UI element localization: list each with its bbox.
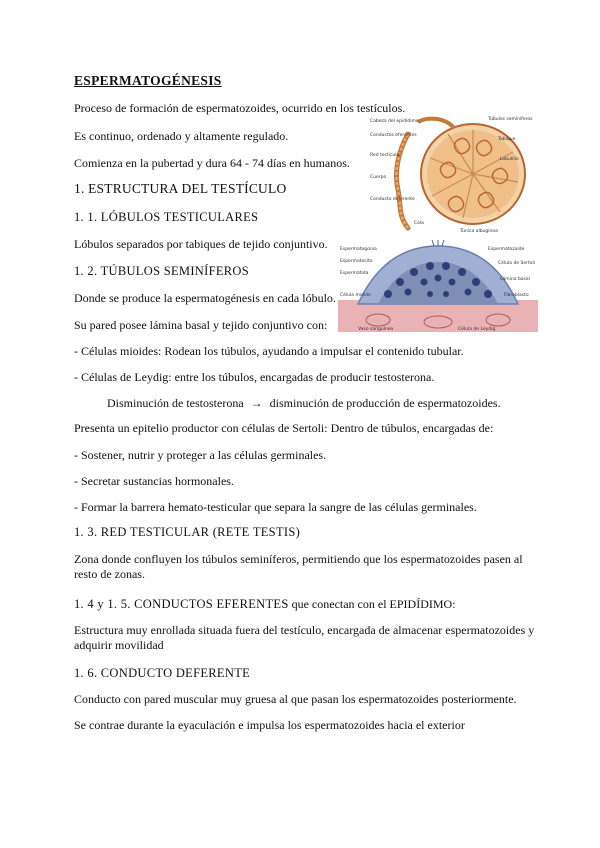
fig2-label-8: Vaso sanguíneo — [358, 327, 394, 332]
intro-line-3: Comienza en la pubertad y dura 64 - 74 días en humanos. — [74, 156, 350, 170]
arrow-cause: Disminución de testosterona — [107, 396, 244, 410]
section-1-heading: 1. ESTRUCTURA DEL TESTÍCULO — [74, 181, 287, 196]
fig2-label-4: Espermatozoide — [488, 247, 525, 252]
arrow-effect: disminución de producción de espermatozoides. — [269, 396, 501, 410]
subsection-1-3-heading: 1. 3. RED TESTICULAR (RETE TESTIS) — [74, 525, 301, 539]
vas-deferens-line-1: Conducto con pared muscular muy gruesa al que pasan los espermatozoides posteriormente. — [74, 692, 517, 706]
tubules-line-2: Su pared posee lámina basal y tejido conjuntivo con: — [74, 318, 328, 332]
rete-testis-text: Zona donde confluyen los túbulos seminíferos, permitiendo que los espermatozoides pasen al resto de zonas. — [74, 552, 523, 581]
intro-line-1: Proceso de formación de espermatozoides, ocurrido en los testículos. — [74, 101, 406, 115]
fig1-label-3: Túbulos seminíferos — [488, 117, 533, 122]
document-title: ESPERMATOGÉNESIS — [74, 73, 222, 88]
fig2-label-2: Espermatocito — [340, 259, 373, 264]
fig1-label-5: Lobulillo — [500, 157, 519, 162]
sertoli-intro: Presenta un epitelio productor con células de Sertoli: Dentro de túbulos, encargadas de: — [74, 421, 494, 435]
efferent-ducts-text: Estructura muy enrollada situada fuera del testículo, encargada de almacenar espermatozoides y adquirir movilidad — [74, 623, 535, 652]
subsection-1-4-heading-line — [74, 597, 456, 612]
sertoli-item-3: - Formar la barrera hemato-testicular que separa la sangre de las células germinales. — [74, 500, 477, 514]
sertoli-item-2: - Secretar sustancias hormonales. — [74, 474, 234, 488]
subsection-1-1-text: Lóbulos separados por tabiques de tejido conjuntivo. — [74, 237, 328, 251]
testis-illustration — [368, 112, 538, 234]
vas-deferens-line-2: Se contrae durante la eyaculación e impulsa los espermatozoides hacia el exterior — [74, 718, 465, 732]
tubules-line-4: - Células de Leydig: entre los túbulos, encargadas de producir testosterona. — [74, 370, 435, 384]
subsection-1-6-heading: 1. 6. CONDUCTO DEFERENTE — [74, 666, 251, 680]
subsection-1-4-heading: 1. 4 y 1. 5. CONDUCTOS EFERENTES — [74, 597, 289, 611]
fig2-label-6: Lámina basal — [500, 277, 530, 282]
fig2-label-3: Espermátida — [340, 271, 369, 276]
fig1-label-1: Cabeza del epidídimo — [370, 119, 419, 124]
fig1-label-10: Túnica albugínea — [460, 229, 498, 234]
tubules-line-3: - Células mioides: Rodean los túbulos, ayudando a impulsar el contenido tubular. — [74, 344, 464, 358]
fig2-label-1: Espermatogonia — [340, 247, 377, 252]
fig2-label-7: Célula mioide — [340, 293, 371, 298]
tubules-line-1: Donde se produce la espermatogénesis en cada lóbulo. — [74, 291, 336, 305]
fig1-label-8: Conducto deferente — [370, 197, 415, 202]
fig1-label-4: Tabique — [498, 137, 516, 142]
fig2-label-9: Célula de Leydig — [458, 327, 496, 332]
testosterone-arrow-line — [107, 396, 501, 411]
fig2-label-5: Célula de Sertoli — [498, 261, 535, 266]
arrow-icon: → — [250, 396, 263, 410]
subsection-1-2-heading: 1. 2. TÚBULOS SEMINÍFEROS — [74, 264, 249, 278]
seminiferous-tubule-illustration — [338, 240, 538, 332]
subsection-1-4-heading-tail: que conectan con el EPIDÍDIMO: — [291, 597, 456, 611]
fig1-label-7: Cuerpo — [370, 175, 387, 180]
fig1-label-9: Cola — [414, 221, 424, 226]
fig1-label-6: Red testicular — [370, 153, 402, 158]
intro-line-2: Es continuo, ordenado y altamente regulado. — [74, 129, 289, 143]
subsection-1-1-heading: 1. 1. LÓBULOS TESTICULARES — [74, 210, 259, 224]
fig1-label-2: Conductos eferentes — [370, 133, 417, 138]
sertoli-item-1: - Sostener, nutrir y proteger a las células germinales. — [74, 448, 327, 462]
fig2-label-10: Fibroblasto — [504, 293, 529, 298]
